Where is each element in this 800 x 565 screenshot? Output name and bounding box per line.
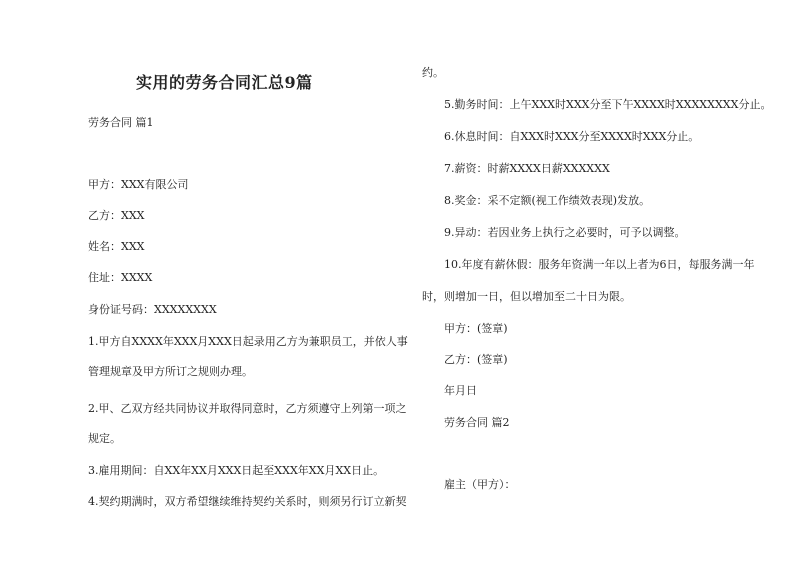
employer-line: 雇主（甲方）： bbox=[444, 478, 516, 491]
party-b-signature-line: 乙方：(签章) bbox=[444, 353, 508, 366]
clause-2-line-1: 2.甲、乙双方经共同协议并取得同意时，乙方须遵守上列第一项之 bbox=[88, 402, 407, 415]
clause-1-line-2: 管理规章及甲方所订之规则办理。 bbox=[88, 365, 253, 378]
party-b-line: 乙方：XXX bbox=[88, 209, 145, 222]
clause-5-line: 5.勤务时间：上午XXX时XXX分至下午XXXX时XXXXXXXX分止。 bbox=[444, 98, 772, 111]
clause-4-line-1: 4.契约期满时，双方希望继续维持契约关系时，则须另行订立新契 bbox=[88, 495, 407, 508]
address-line: 住址：XXXX bbox=[88, 271, 153, 284]
clause-1-line-1: 1.甲方自XXXX年XXX月XXX日起录用乙方为兼职员工，并依人事 bbox=[88, 335, 408, 348]
clause-3-line: 3.雇用期间：自XX年XX月XXX日起至XXX年XX月XX日止。 bbox=[88, 464, 385, 477]
clause-4-line-2: 约。 bbox=[422, 66, 444, 79]
clause-7-line: 7.薪资：时薪XXXX日薪XXXXXX bbox=[444, 162, 610, 175]
clause-10-line-2: 时，则增加一日，但以增加至二十日为限。 bbox=[422, 290, 631, 303]
clause-9-line: 9.异动：若因业务上执行之必要时，可予以调整。 bbox=[444, 226, 686, 239]
clause-2-line-2: 规定。 bbox=[88, 432, 121, 445]
clause-10-line-1: 10.年度有薪休假：服务年资满一年以上者为6日，每服务满一年 bbox=[444, 258, 755, 271]
party-a-line: 甲方：XXX有限公司 bbox=[88, 178, 189, 191]
section-heading-1: 劳务合同 篇1 bbox=[88, 116, 154, 129]
clause-8-line: 8.奖金：采不定额(视工作绩效表现)发放。 bbox=[444, 194, 651, 207]
section-heading-2: 劳务合同 篇2 bbox=[444, 416, 510, 429]
party-a-signature-line: 甲方：(签章) bbox=[444, 322, 508, 335]
document-title: 实用的劳务合同汇总9篇 bbox=[136, 73, 313, 92]
clause-6-line: 6.休息时间：自XXX时XXX分至XXXX时XXX分止。 bbox=[444, 130, 700, 143]
name-line: 姓名：XXX bbox=[88, 240, 145, 253]
date-line: 年月日 bbox=[444, 384, 477, 397]
id-number-line: 身份证号码：XXXXXXXX bbox=[88, 303, 217, 316]
